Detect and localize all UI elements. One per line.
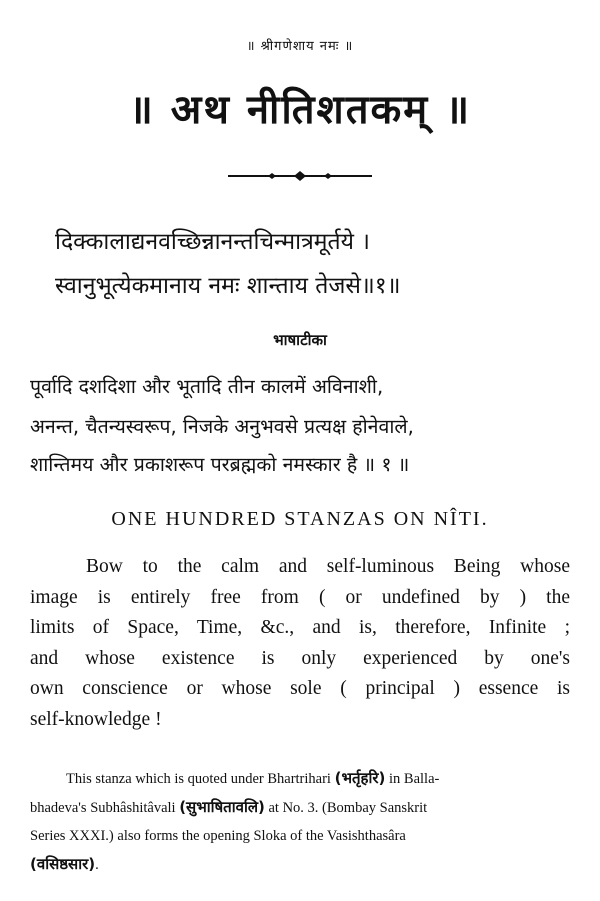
footnote-text: .: [95, 857, 99, 873]
footnote-text: bhadeva's Subhâshitâvali: [30, 800, 176, 816]
commentary-heading: भाषाटीका: [273, 331, 327, 349]
ornamental-divider: [228, 170, 372, 182]
footnote-text: in Balla-: [389, 771, 440, 787]
footnote: [30, 764, 575, 879]
footnote-line-2: [30, 793, 575, 822]
footnote-line-4: [30, 850, 575, 879]
footnote-line-3: Series XXXI.) also forms the opening Sloka of the Vasishthasâra: [30, 828, 406, 844]
invocation-line: ॥ श्रीगणेशाय नमः ॥: [246, 39, 354, 54]
translation-line: self-knowledge !: [30, 708, 162, 730]
hindi-commentary-line-2: अनन्त, चैतन्यस्वरूप, निजके अनुभवसे प्रत्यक्ष होनेवाले,: [30, 415, 414, 438]
english-translation: [30, 552, 570, 735]
footnote-text: This stanza which is quoted under Bhartrihari: [66, 771, 331, 787]
footnote-line-1: [30, 764, 575, 793]
translation-line: and whose existence is only experienced by one's: [30, 647, 570, 669]
translation-line: image is entirely free from ( or undefined by ) the: [30, 586, 570, 608]
sanskrit-verse-line-2: स्वानुभूत्येकमानाय नमः शान्ताय तेजसे॥१॥: [55, 273, 401, 299]
sanskrit-verse-line-1: दिक्कालाद्यनवच्छिन्नानन्तचिन्मात्रमूर्तये ।: [55, 229, 371, 255]
hindi-commentary-line-1: पूर्वादि दशदिशा और भूतादि तीन कालमें अविनाशी,: [30, 375, 384, 398]
footnote-devanagari: (भर्तृहरि): [334, 769, 386, 787]
footnote-devanagari: (सुभाषितावलि): [179, 798, 265, 816]
translation-line: Bow to the calm and self-luminous Being whose: [86, 556, 570, 577]
page-title: ॥ अथ नीतिशतकम् ॥: [128, 87, 472, 133]
translation-line: limits of Space, Time, &c., and is, therefore, Infinite ;: [30, 617, 570, 638]
english-title: ONE HUNDRED STANZAS ON NÎTI.: [111, 508, 489, 530]
footnote-devanagari: (वसिष्ठसार): [30, 855, 96, 873]
hindi-commentary-line-3: शान्तिमय और प्रकाशरूप परब्रह्मको नमस्कार है ॥ १ ॥: [30, 453, 410, 476]
footnote-text: at No. 3. (Bombay Sanskrit: [268, 800, 428, 816]
translation-line: own conscience or whose sole ( principal ) essence is: [30, 678, 570, 699]
